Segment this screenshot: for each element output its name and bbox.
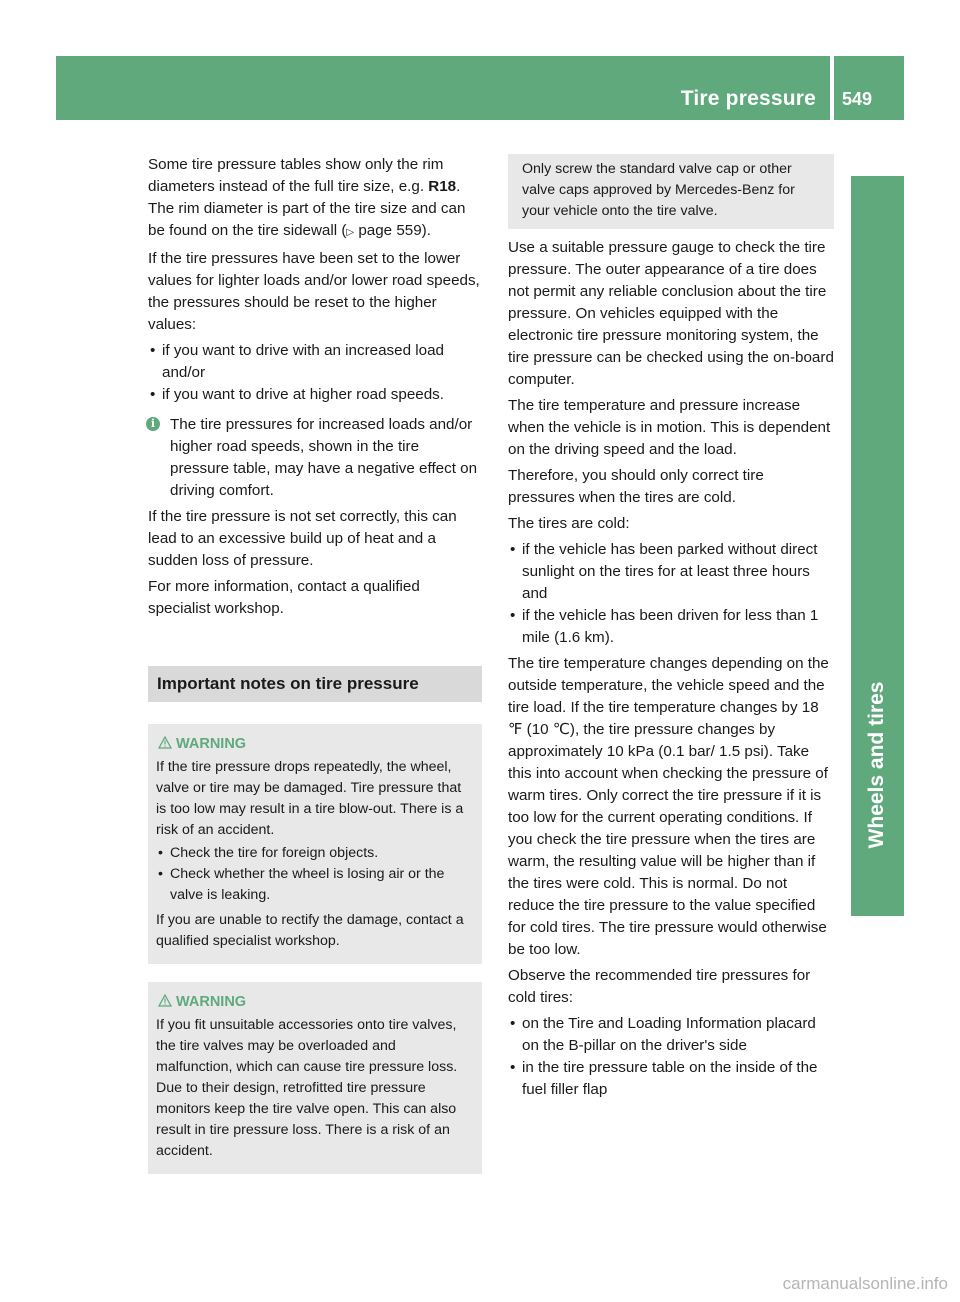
page-number: 549 bbox=[842, 89, 873, 109]
list-item: • if you want to drive at higher road speeds. bbox=[148, 384, 482, 406]
paragraph: Therefore, you should only correct tire pressures when the tires are cold. bbox=[508, 467, 764, 506]
page-reference-link[interactable]: page 559). bbox=[354, 222, 431, 239]
warning-title bbox=[156, 992, 474, 1013]
bullet-list bbox=[148, 340, 482, 406]
warning-box bbox=[148, 724, 482, 964]
list-item: • Check the tire for foreign objects. bbox=[156, 843, 474, 864]
paragraph: Use a suitable pressure gauge to check the tire pressure. The outer appearance of a tire does not permit any reliable conclusion about the tire pressure. On vehicles equipped with the electronic tire pressure monitoring system, the tire pressure can be checked using the on-board computer. bbox=[508, 239, 834, 388]
header-divider bbox=[830, 56, 834, 120]
text: Some tire pressure tables show only the rim diameters instead of the full tire size, e.g. bbox=[148, 156, 444, 195]
warning-box bbox=[148, 982, 482, 1174]
paragraph bbox=[148, 154, 482, 244]
list-item: • if you want to drive with an increased load and/or bbox=[148, 340, 482, 384]
warning-text: If you are unable to rectify the damage, contact a qualified specialist workshop. bbox=[156, 912, 464, 949]
warning-icon bbox=[158, 994, 172, 1007]
right-column bbox=[508, 154, 834, 1105]
warning-label: WARNING bbox=[176, 994, 247, 1010]
side-tab-label: Wheels and tires bbox=[865, 681, 888, 849]
paragraph: The tires are cold: bbox=[508, 515, 630, 532]
info-note bbox=[148, 414, 482, 502]
list-item: • if the vehicle has been driven for less than 1 mile (1.6 km). bbox=[508, 605, 834, 649]
bullet-list bbox=[156, 843, 474, 906]
warning-icon bbox=[158, 736, 172, 749]
paragraph: For more information, contact a qualified specialist workshop. bbox=[148, 578, 420, 617]
page-ref-arrow-icon: ▷ bbox=[346, 227, 355, 238]
warning-title bbox=[156, 734, 474, 755]
left-column bbox=[148, 154, 482, 1174]
list-item: • Check whether the wheel is losing air or the valve is leaking. bbox=[156, 864, 474, 906]
warning-text: If the tire pressure drops repeatedly, the wheel, valve or tire may be damaged. Tire pressure that is too low may result in a tire blow-out. There is a risk of an accident. bbox=[156, 759, 464, 838]
list-item: • if the vehicle has been parked without direct sunlight on the tires for at least three hours and bbox=[508, 539, 834, 605]
note-box: Only screw the standard valve cap or other valve caps approved by Mercedes-Benz for your vehicle onto the tire valve. bbox=[508, 154, 834, 229]
info-icon: i bbox=[146, 417, 160, 431]
watermark: carmanualsonline.info bbox=[782, 1274, 948, 1293]
warning-label: WARNING bbox=[176, 736, 247, 752]
section-heading: Important notes on tire pressure bbox=[148, 666, 482, 702]
paragraph: If the tire pressures have been set to the lower values for lighter loads and/or lower road speeds, the pressures should be reset to the higher values: bbox=[148, 250, 480, 333]
paragraph: The tire temperature and pressure increase when the vehicle is in motion. This is dependent on the driving speed and the load. bbox=[508, 397, 831, 458]
info-note-text: The tire pressures for increased loads and/or higher road speeds, shown in the tire pressure table, may have a negative effect on driving comfort. bbox=[170, 416, 478, 499]
paragraph: Observe the recommended tire pressures for cold tires: bbox=[508, 967, 811, 1006]
bold-text: R18 bbox=[428, 178, 457, 195]
paragraph: The tire temperature changes depending on the outside temperature, the vehicle speed and the tire load. If the tire temperature changes by 18 ℉ (10 ℃), the tire pressure changes by approximately 10 kPa (0.1 bar/ 1.5 psi). Take this into account when checking the pressure of warm tires. Only correct the tire pressure if it is too low for the current operating conditions. If you check the tire pressure when the tires are warm, the resulting value will be higher than if the tires were cold. This is normal. Do not reduce the tire pressure to the value specified for cold tires. The tire pressure would otherwise be too low. bbox=[508, 655, 829, 958]
warning-text: If you fit unsuitable accessories onto tire valves, the tire valves may be overloaded and malfunction, which can cause tire pressure loss. Due to their design, retrofitted tire pressure monitors keep the tire valve open. This can also result in tire pressure loss. There is a risk of an accident. bbox=[156, 1017, 458, 1159]
bullet-list bbox=[508, 539, 834, 649]
text: . The rim diameter is part of the tire size and can be found on the tire sidewall ( bbox=[148, 178, 466, 239]
bullet-list bbox=[508, 1013, 834, 1101]
paragraph: If the tire pressure is not set correctly, this can lead to an excessive build up of heat and a sudden loss of pressure. bbox=[148, 508, 457, 569]
list-item: • on the Tire and Loading Information placard on the B-pillar on the driver's side bbox=[508, 1013, 834, 1057]
page-title: Tire pressure bbox=[680, 87, 816, 110]
list-item: • in the tire pressure table on the inside of the fuel filler flap bbox=[508, 1057, 834, 1101]
